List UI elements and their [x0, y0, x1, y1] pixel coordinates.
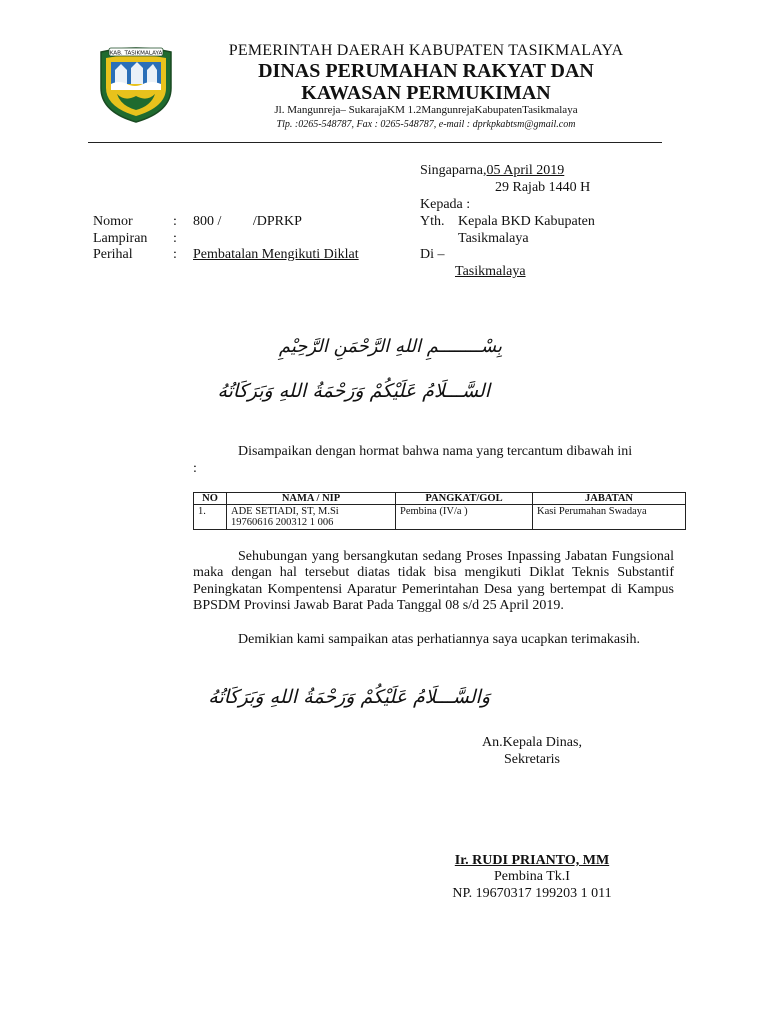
salam-closing-calligraphy: وَالسَّـــلَامُ عَلَيْكُمْ وَرَحْمَةُ اللهِ وَبَرَكَاتُهُ — [208, 686, 490, 708]
cell-position: Kasi Perumahan Swadaya — [533, 505, 686, 530]
staff-name: ADE SETIADI, ST, M.Si — [231, 506, 339, 517]
recipient-kepada: Kepada : — [420, 197, 471, 212]
perihal-value: Pembatalan Mengikuti Diklat — [193, 247, 359, 262]
nomor-colon: : — [173, 214, 177, 229]
header-rank: PANGKAT/GOL — [396, 493, 533, 505]
intro-text: Disampaikan dengan hormat bahwa nama yang tercantum dibawah ini — [238, 444, 633, 459]
staff-table — [193, 492, 686, 530]
lampiran-colon: : — [173, 231, 177, 246]
cell-name-nip — [227, 505, 396, 530]
letterhead-divider — [88, 142, 662, 143]
cell-rank: Pembina (IV/a ) — [396, 505, 533, 530]
signer-name: Ir. RUDI PRIANTO, MM — [454, 853, 610, 868]
logo-text: KAB. TASIKMALAYA — [109, 50, 163, 57]
recipient-di: Di – — [420, 247, 445, 262]
cell-no: 1. — [194, 505, 227, 530]
letter-date — [420, 162, 564, 179]
staff-nip: 19760616 200312 1 006 — [231, 517, 334, 528]
salam-opening-calligraphy: السَّـــلَامُ عَلَيْكُمْ وَرَحْمَةُ اللهِ وَبَرَكَاتُهُ — [217, 380, 490, 402]
recipient-name-line1: Kepala BKD Kabupaten — [458, 214, 595, 229]
lampiran-label: Lampiran — [93, 231, 148, 246]
table-row — [194, 505, 686, 530]
body-paragraph-1 — [193, 549, 674, 615]
date-gregorian: 05 April 2019 — [486, 163, 565, 178]
body-paragraph-2-text: Demikian kami sampaikan atas perhatiannya saya ucapkan terimakasih. — [238, 632, 640, 647]
signer-np: NP. 19670317 199203 1 011 — [452, 886, 612, 901]
nomor-value: 800 / /DPRKP — [193, 214, 302, 229]
header-name-nip: NAMA / NIP — [227, 493, 396, 505]
body-paragraph-1-text: Sehubungan yang bersangkutan sedang Proses Inpassing Jabatan Fungsional maka dengan hal tersebut diatas tidak bisa mengikuti Diklat Teknis Substantif Peningkatan Kompentensi Aparatur Pemerintahan Desa yang bertempat di Kampus BPSDM Provinsi Jawab Barat Pada Tanggal 08 s/d 25 April 2019. — [193, 549, 674, 614]
nomor-label: Nomor — [93, 214, 133, 229]
body-paragraph-2 — [193, 632, 674, 648]
agency-contact: Tlp. :0265-548787, Fax : 0265-548787, e-mail : dprkpkabtsm@gmail.com — [276, 119, 576, 130]
header-position: JABATAN — [533, 493, 686, 505]
recipient-location: Tasikmalaya — [455, 264, 526, 279]
perihal-colon: : — [173, 247, 177, 262]
agency-title-line1: DINAS PERUMAHAN RAKYAT DAN — [258, 60, 594, 82]
date-place: Singaparna, — [420, 163, 487, 178]
government-title: PEMERINTAH DAERAH KABUPATEN TASIKMALAYA — [228, 42, 624, 59]
staff-table-header — [194, 493, 686, 505]
agency-address: Jl. Mangunreja– SukarajaKM 1.2MangunrejaKabupatenTasikmalaya — [274, 104, 578, 116]
recipient-name-line2: Tasikmalaya — [458, 231, 529, 246]
signer-on-behalf: An.Kepala Dinas, — [482, 735, 582, 750]
signer-role: Sekretaris — [504, 752, 560, 767]
date-hijri: 29 Rajab 1440 H — [495, 180, 591, 195]
agency-title-line2: KAWASAN PERMUKIMAN — [301, 82, 551, 104]
signer-rank: Pembina Tk.I — [494, 869, 570, 884]
basmalah-calligraphy: بِسْــــــــمِ اللهِ الرَّحْمَنِ الرَّحِيْمِ — [278, 336, 502, 357]
regency-logo — [95, 44, 177, 124]
perihal-label: Perihal — [93, 247, 133, 262]
header-no: NO — [194, 493, 227, 505]
recipient-yth: Yth. — [420, 214, 445, 229]
intro-colon: : — [193, 461, 197, 476]
